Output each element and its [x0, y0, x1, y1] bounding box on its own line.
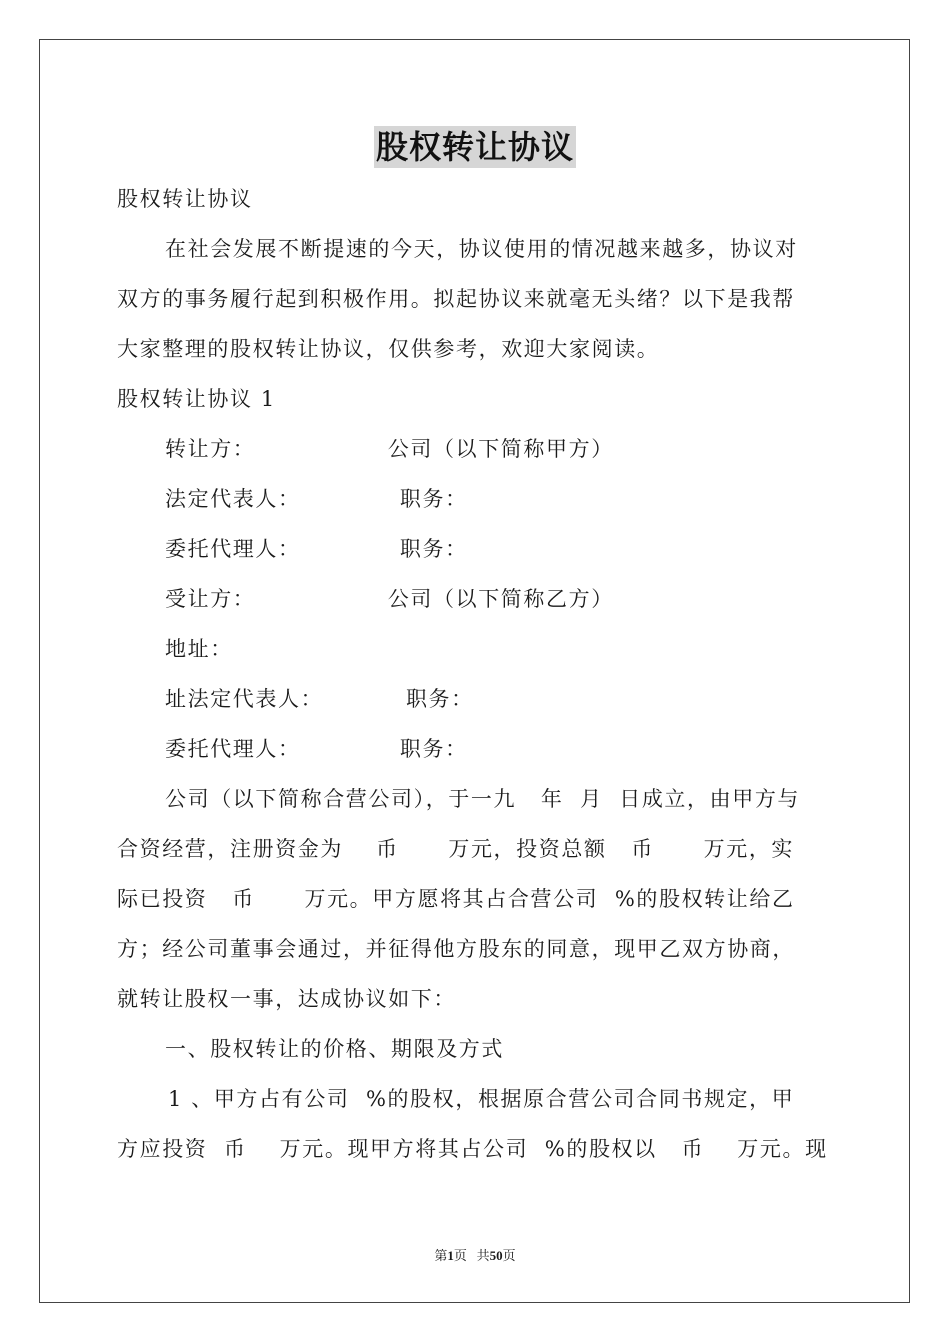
clause-line-2: 方应投资 币 万元。现甲方将其占公司 %的股权以 币 万元。现	[117, 1137, 828, 1161]
intro-line-3: 大家整理的股权转让协议，仅供参考，欢迎大家阅读。	[117, 337, 660, 361]
total-prefix: 共	[476, 1248, 490, 1263]
transferor-line: 转让方： 公司（以下简称甲方）	[165, 437, 614, 461]
agent-line-2: 委托代理人： 职务：	[165, 737, 468, 761]
clause-line-1: 1 、甲方占有公司 %的股权，根据原合营公司合同书规定，甲	[168, 1087, 795, 1111]
body-line-2: 合资经营，注册资金为 币 万元，投资总额 币 万元，实	[117, 837, 795, 861]
total-suffix: 页	[502, 1248, 516, 1263]
body-line-1: 公司（以下简称合营公司），于一九 年 月 日成立，由甲方与	[165, 787, 801, 811]
page-prefix: 第	[434, 1248, 448, 1263]
body-line-4: 方；经公司董事会通过，并征得他方股东的同意，现甲乙双方协商，	[117, 937, 795, 961]
page-number: 1	[447, 1248, 454, 1263]
body-line-3: 际已投资 币 万元。甲方愿将其占合营公司 %的股权转让给乙	[117, 887, 795, 911]
intro-line-1: 在社会发展不断提速的今天，协议使用的情况越来越多，协议对	[165, 237, 798, 261]
clause-heading: 一、股权转让的价格、期限及方式	[165, 1037, 504, 1061]
total-pages: 50	[489, 1248, 503, 1263]
page-footer	[0, 1245, 950, 1264]
intro-line-2: 双方的事务履行起到积极作用。拟起协议来就毫无头绪？以下是我帮	[117, 287, 795, 311]
legal-rep-line-2: 址法定代表人： 职务：	[165, 687, 474, 711]
title-wrap	[0, 126, 950, 168]
section-heading: 股权转让协议 1	[117, 387, 276, 411]
document-title: 股权转让协议	[375, 128, 574, 166]
doc-subtitle: 股权转让协议	[117, 187, 253, 211]
agent-line: 委托代理人： 职务：	[165, 537, 468, 561]
page-suffix: 页	[453, 1248, 467, 1263]
legal-rep-line: 法定代表人： 职务：	[165, 487, 468, 511]
body-line-5: 就转让股权一事，达成协议如下：	[117, 987, 456, 1011]
address-line: 地址：	[165, 637, 233, 661]
transferee-line: 受让方： 公司（以下简称乙方）	[165, 587, 614, 611]
